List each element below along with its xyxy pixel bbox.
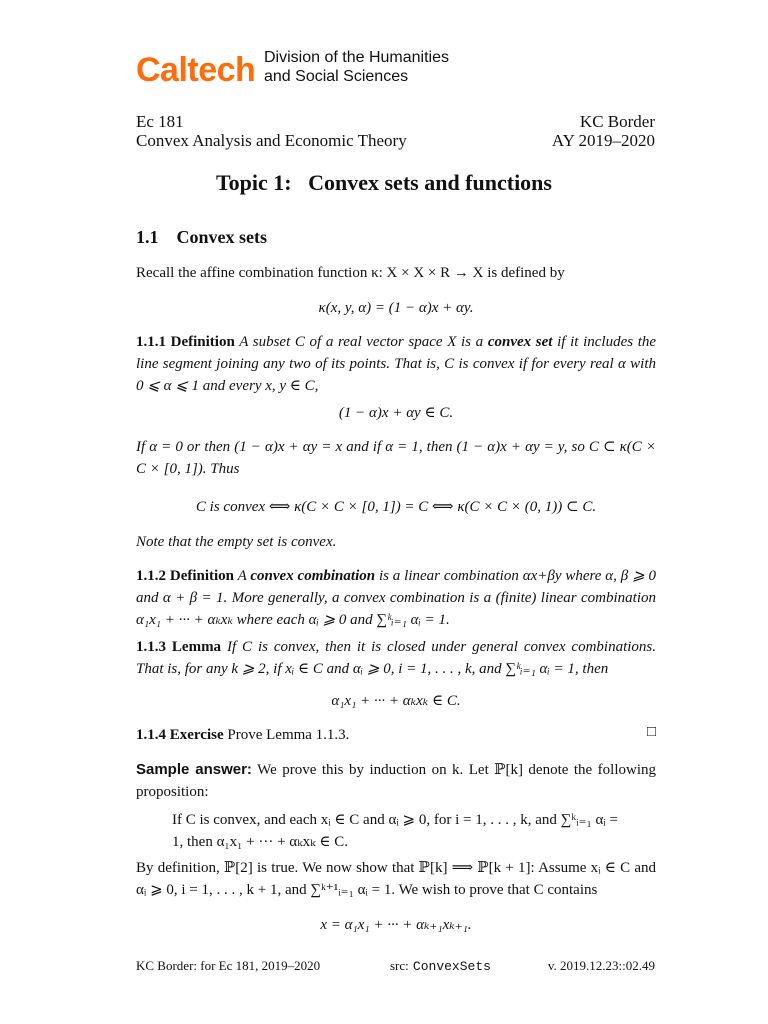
academic-year: AY 2019–2020	[551, 131, 655, 150]
caltech-logo: Caltech	[136, 51, 256, 89]
equation-equivalence: C is convex ⟺ κ(C × C × [0, 1]) = C ⟺ κ(C × C × (0, 1)) ⊂ C.	[195, 499, 597, 515]
footer-src-label: src:	[390, 958, 409, 973]
footer-left: KC Border: for Ec 181, 2019–2020	[136, 958, 321, 973]
equation-convex: (1 − α)x + αy ∈ C.	[338, 405, 454, 421]
definition-convex-set	[136, 331, 656, 397]
exercise-text: Prove Lemma 1.1.3.	[227, 727, 350, 743]
equation-affine: κ(x, y, α) = (1 − α)x + αy.	[318, 300, 474, 316]
lemma	[136, 636, 656, 680]
definition-text: A subset C of a real vector space X is a	[239, 334, 484, 350]
course-title: Convex Analysis and Economic Theory	[136, 131, 407, 150]
definition-2-text: A	[237, 568, 247, 584]
division-name	[264, 48, 449, 86]
equation-combination: α₁x₁ + ··· + αₖxₖ ∈ C.	[331, 693, 461, 709]
section-title: Convex sets	[176, 227, 267, 247]
definition-text-cont: if it includes the line segment joining any two of its points. That is, C is convex if for every real α with 0 ⩽ α ⩽ 1 and every x, y ∈ C,	[136, 334, 657, 394]
section-heading	[136, 227, 267, 248]
division-line-1: Division of the Humanities	[264, 49, 449, 66]
footer-src-file: ConvexSets	[412, 959, 491, 974]
definition-2-term: convex combination	[250, 568, 376, 584]
answer-heading: Sample answer:	[136, 761, 252, 778]
footer-source	[390, 958, 491, 974]
recall-paragraph: Recall the affine combination function κ: X × X × R → X is defined by	[136, 265, 565, 281]
definition-convex-combination	[136, 565, 656, 631]
sample-answer	[136, 759, 656, 803]
equation-final: x = α₁x₁ + ··· + αₖ₊₁xₖ₊₁.	[320, 917, 472, 933]
lemma-text: If C is convex, then it is closed under general convex combinations. That is, for any k ⩾ 2, if xᵢ ∈ C and αᵢ ⩾ 0, i = 1, . . . , k, and ∑ᵏᵢ₌₁ αᵢ = 1, then	[136, 639, 656, 677]
qed-box: □	[646, 724, 656, 740]
note-paragraph: If α = 0 or then (1 − α)x + αy = x and if α = 1, then (1 − α)x + αy = y, so C ⊂ κ(C × C × [0, 1]). Thus	[136, 439, 656, 477]
section-number: 1.1	[136, 227, 159, 247]
lemma-heading: 1.1.3 Lemma	[136, 639, 222, 655]
exercise-heading: 1.1.4 Exercise	[136, 727, 224, 743]
page-title: Topic 1: Convex sets and functions	[216, 170, 552, 195]
definition-2-text-cont: is a linear combination αx+βy where α, β ⩾ 0 and α + β = 1. More generally, a convex combination is a (finite) linear combination α₁x₁ + ··· + αₖxₖ where each αᵢ ⩾ 0 and ∑ᵏᵢ₌₁ αᵢ = 1.	[136, 568, 657, 628]
division-line-2: and Social Sciences	[264, 68, 409, 85]
definition-heading-2: 1.1.2 Definition	[136, 568, 235, 584]
exercise	[136, 724, 656, 746]
definition-term: convex set	[487, 334, 553, 350]
course-number: Ec 181	[136, 112, 184, 131]
author: KC Border	[579, 112, 655, 131]
footer-version: v. 2019.12.23::02.49	[547, 958, 655, 973]
definition-heading: 1.1.1 Definition	[136, 334, 235, 350]
induction-paragraph: By definition, ℙ[2] is true. We now show that ℙ[k] ⟹ ℙ[k + 1]: Assume xᵢ ∈ C and αᵢ ⩾ 0, i = 1, . . . , k + 1, and ∑ᵏ⁺¹ᵢ₌₁ αᵢ = 1. We wish to prove that C contains	[136, 860, 656, 898]
empty-set-note: Note that the empty set is convex.	[136, 534, 337, 550]
answer-text: We prove this by induction on k. Let ℙ[k] denote the following proposition:	[136, 762, 657, 800]
proposition-block: If C is convex, and each xᵢ ∈ C and αᵢ ⩾ 0, for i = 1, . . . , k, and ∑ᵏᵢ₌₁ αᵢ = 1, then α₁x₁ + ··· + αₖxₖ ∈ C.	[172, 812, 618, 850]
